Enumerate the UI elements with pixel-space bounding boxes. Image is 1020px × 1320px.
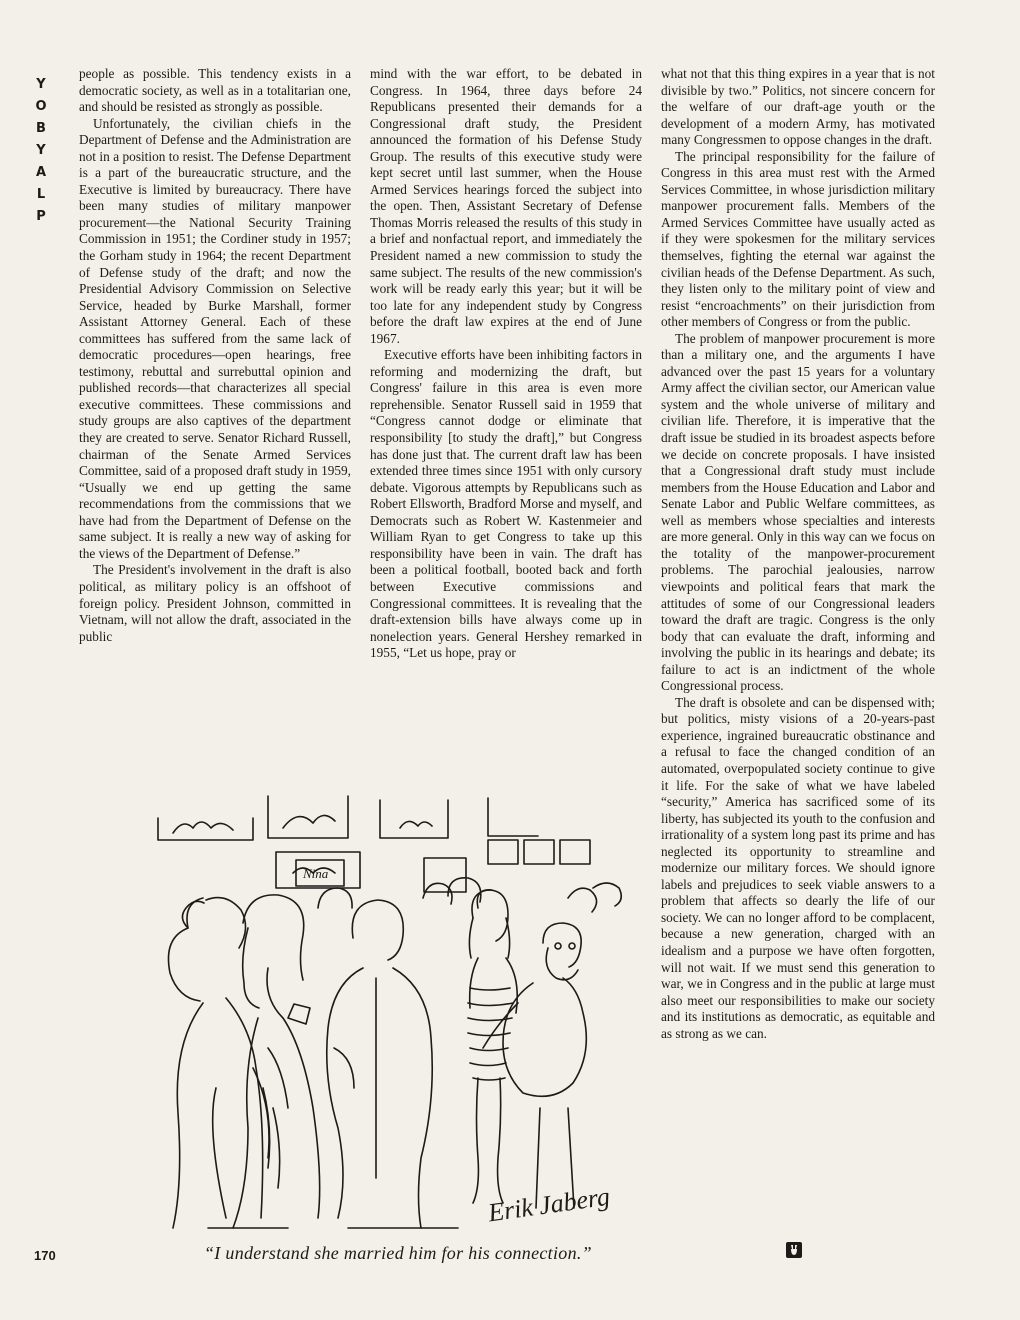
sidebar-letter: Y bbox=[36, 143, 46, 158]
wall-picture bbox=[380, 800, 448, 838]
sidebar-letter: O bbox=[35, 99, 47, 114]
background-crowd bbox=[318, 878, 621, 912]
rabbit-head-end-mark-icon bbox=[786, 1242, 802, 1258]
wall-picture bbox=[268, 796, 348, 838]
paragraph: The principal responsibility for the failure of Congress in this area must rest with the Armed Services Committee, in whose jurisdiction military manpower procurement falls. Members of the Armed Services Committee have usually acted as if they were spokesmen for the military services themselves, fighting the eternal war against the civilian heads of the Defense Department. As such, they listen only to the military point of view and resist “encroachments” on their jurisdiction from other members of Congress or from the public. bbox=[661, 148, 935, 330]
paragraph: what not that this thing expires in a year that is not divisible by two.” Politics, not sincere concern for the welfare of our draft-age youth or the development of a modern Army, has motivated many Congressmen to oppose changes in the draft. bbox=[661, 66, 935, 148]
sidebar-letter: P bbox=[36, 209, 46, 224]
paragraph: The draft is obsolete and can be dispensed with; but politics, misty visions of a 20-years-past experience, ingrained bureaucratic obstinance and a refusal to face the changed condition of an automated, overpopulated society continue to give it life. For the sake of what we have labeled “security,” America has sacrificed some of its liberty, has subjected its youth to the confusion and irrationality of a system long past its prime and has neglected its opportunity to streamline and modernize our military forces. We should ignore labels and prejudices to seek viable answers to a problem that affects so dearly the life of our society. We can no longer afford to be complacent, because a new generation, charged with an idealism and a purpose we have often forgotten, will not wait. If we must send this generation to war, we in Congress and in the public at large must also meet our responsibilities to make our society and its institutions as democratic, as equitable and as strong as we can. bbox=[661, 694, 935, 1041]
bald-bearded-man-figure bbox=[483, 923, 586, 1208]
wall-picture-frame bbox=[488, 798, 538, 836]
artist-signature: Erik Jaberg bbox=[486, 1181, 612, 1228]
wall-picture bbox=[158, 818, 253, 840]
party-sign bbox=[296, 860, 344, 886]
sidebar-letter: B bbox=[36, 121, 46, 136]
paragraph: Executive efforts have been inhibiting factors in reforming and modernizing the draft, but Congress' failure in this area is even more reprehensible. Senator Russell said in 1959 that “Congress cannot dodge or eliminate that responsibility [to study the draft],” but Congress has done just that. The current draft law has been extended three times since 1951 with only cursory debate. Vigorous attempts by Republicans such as Robert Ellsworth, Bradford Morse and myself, and Democrats such as Robert W. Kastenmeier and William Ryan to get Congress to take up this responsibility have been in vain. The draft has been a political football, booted back and forth between Executive commissions and Congressional committees. It is revealing that the draft-extension bills have always come up in nonelection years. General Hershey remarked in 1955, “Let us hope, pray or bbox=[370, 347, 642, 661]
party-sign-text: Nina bbox=[303, 866, 329, 881]
cocktail-glass-icon bbox=[288, 1004, 310, 1024]
sidebar-letter: L bbox=[36, 187, 46, 202]
man-from-behind-figure bbox=[327, 900, 433, 1228]
text-column-3 bbox=[661, 66, 935, 1042]
page-number: 170 bbox=[34, 1248, 56, 1263]
paragraph: The President's involvement in the draft is also political, as military policy is an offshoot of foreign policy. President Johnson, committed in Vietnam, will not allow the draft, associated in the public bbox=[79, 562, 351, 644]
woman-in-striped-dress-figure bbox=[468, 890, 517, 1203]
paragraph: people as possible. This tendency exists in a democratic society, as well as in a totalitarian one, and should be resisted as strongly as possible. bbox=[79, 66, 351, 115]
paragraph: Unfortunately, the civilian chiefs in the Department of Defense and the Administration are not in a position to resist. The Defense Department is a part of the bureaucratic structure, and the Executive is limited by bureaucracy. There have been many studies of military manpower procurement—the National Security Training Commission in 1951; the Cordiner study in 1957; the Gorham study in 1964; the recent Department of Defense study of the draft; and now the Presidential Advisory Commission on Selective Service, headed by Burke Marshall, former Assistant Attorney General. Each of these committees has suffered from the same lack of democratic procedures—open hearings, free testimony, rebuttal and surrebuttal opinion and published records—that characterizes all special executive committees. These commissions and study groups are also captives of the department they are created to serve. Senator Richard Russell, chairman of the Senate Armed Services Committee, said of a proposed draft study in 1959, “Usually we end up getting the same recommendations from the commissions that we have had from the Department of Defense on the same subject. It is really a new way of asking for the views of the Department of Defense.” bbox=[79, 115, 351, 561]
sidebar-letter: A bbox=[35, 165, 47, 180]
paragraph: The problem of manpower procurement is more than a military one, and the arguments I have advanced over the past 15 years for a voluntary Army affect the civilian sector, our American value system and the whole universe of military and civilian life. Therefore, it is imperative that the draft issue be studied in its broadest aspects before we decide on concrete proposals. I have insisted that a Congressional draft study must include members from the House Education and Labor and Senate Labor and Public Welfare committees, as well as members whose specialties and interests are more general. Only in this way can we focus on the totality of the manpower-procurement problems. The parochial jealousies, narrow viewpoints and political fears that mark the attitudes of some of our Congressional leaders toward the draft are tragic. Congress is the only body that can evaluate the draft, informing and involving the public in its hearings and debate; its failure to act is an indictment of the whole Congressional process. bbox=[661, 330, 935, 694]
paragraph: mind with the war effort, to be debated in Congress. In 1964, three days before 24 Republicans presented their demands for a Congressional draft study, the President announced the formation of his Defense Study Group. The results of this executive study were kept secret until last summer, when the House Armed Services hearings forced the subject into the open. Then, Assistant Secretary of Defense Thomas Morris released the results of this study in a brief and nonfactual report, and immediately the President named a new commission to study the same subject. The results of the new commission's work will be ready early this year; but it will be too late for any independent study by Congress before the draft law expires at the end of June 1967. bbox=[370, 66, 642, 346]
text-column-1 bbox=[79, 66, 351, 645]
cartoon-caption: “I understand she married him for his connection.” bbox=[204, 1243, 592, 1263]
wall-grid-picture bbox=[424, 840, 590, 892]
sidebar-letter: Y bbox=[36, 77, 46, 92]
text-column-2 bbox=[370, 66, 642, 662]
woman-with-glass-figure bbox=[233, 895, 320, 1228]
magazine-sidebar-name bbox=[30, 74, 52, 228]
party-cartoon-illustration bbox=[148, 788, 638, 1233]
